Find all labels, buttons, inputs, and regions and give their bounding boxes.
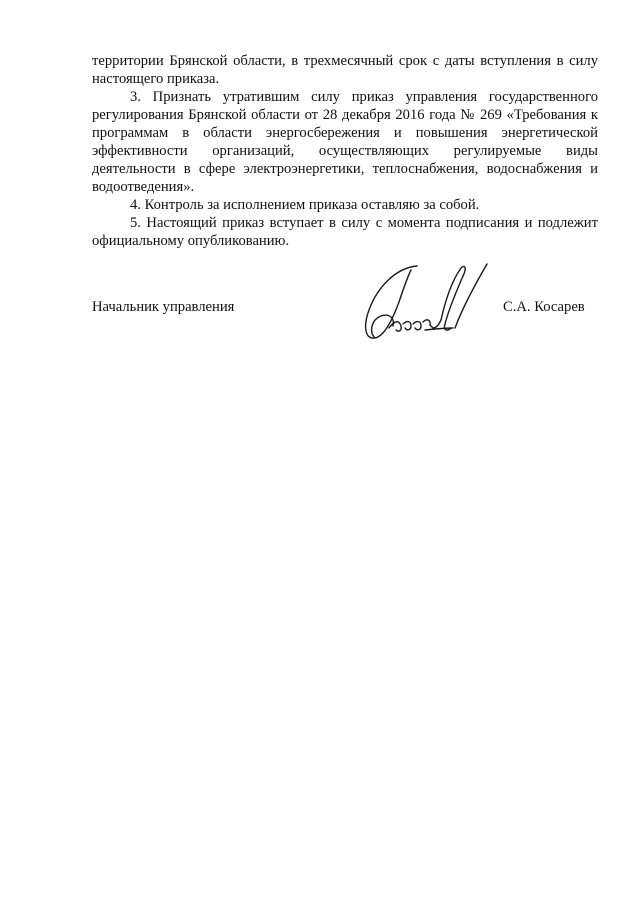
signatory-title: Начальник управления xyxy=(92,299,235,315)
paragraph-continuation: территории Брянской области, в трехмесячный срок с даты вступления в силу настоящего приказа. xyxy=(92,53,598,87)
signatory-name: С.А. Косарев xyxy=(503,299,585,315)
document-body xyxy=(92,52,598,250)
paragraph-item-5: 5. Настоящий приказ вступает в силу с момента подписания и подлежит официальному опубликованию. xyxy=(92,215,598,249)
handwritten-signature-icon xyxy=(355,258,495,350)
paragraph-item-3: 3. Признать утратившим силу приказ управления государственного регулирования Брянской области от 28 декабря 2016 года № 269 «Требования к программам в области энергосбережения и повышения энергетической эффективности организаций, осуществляющих регулируемые виды деятельности в сфере электроэнергетики, теплоснабжения, водоснабжения и водоотведения». xyxy=(92,89,598,195)
paragraph-item-4: 4. Контроль за исполнением приказа оставляю за собой. xyxy=(130,197,480,213)
